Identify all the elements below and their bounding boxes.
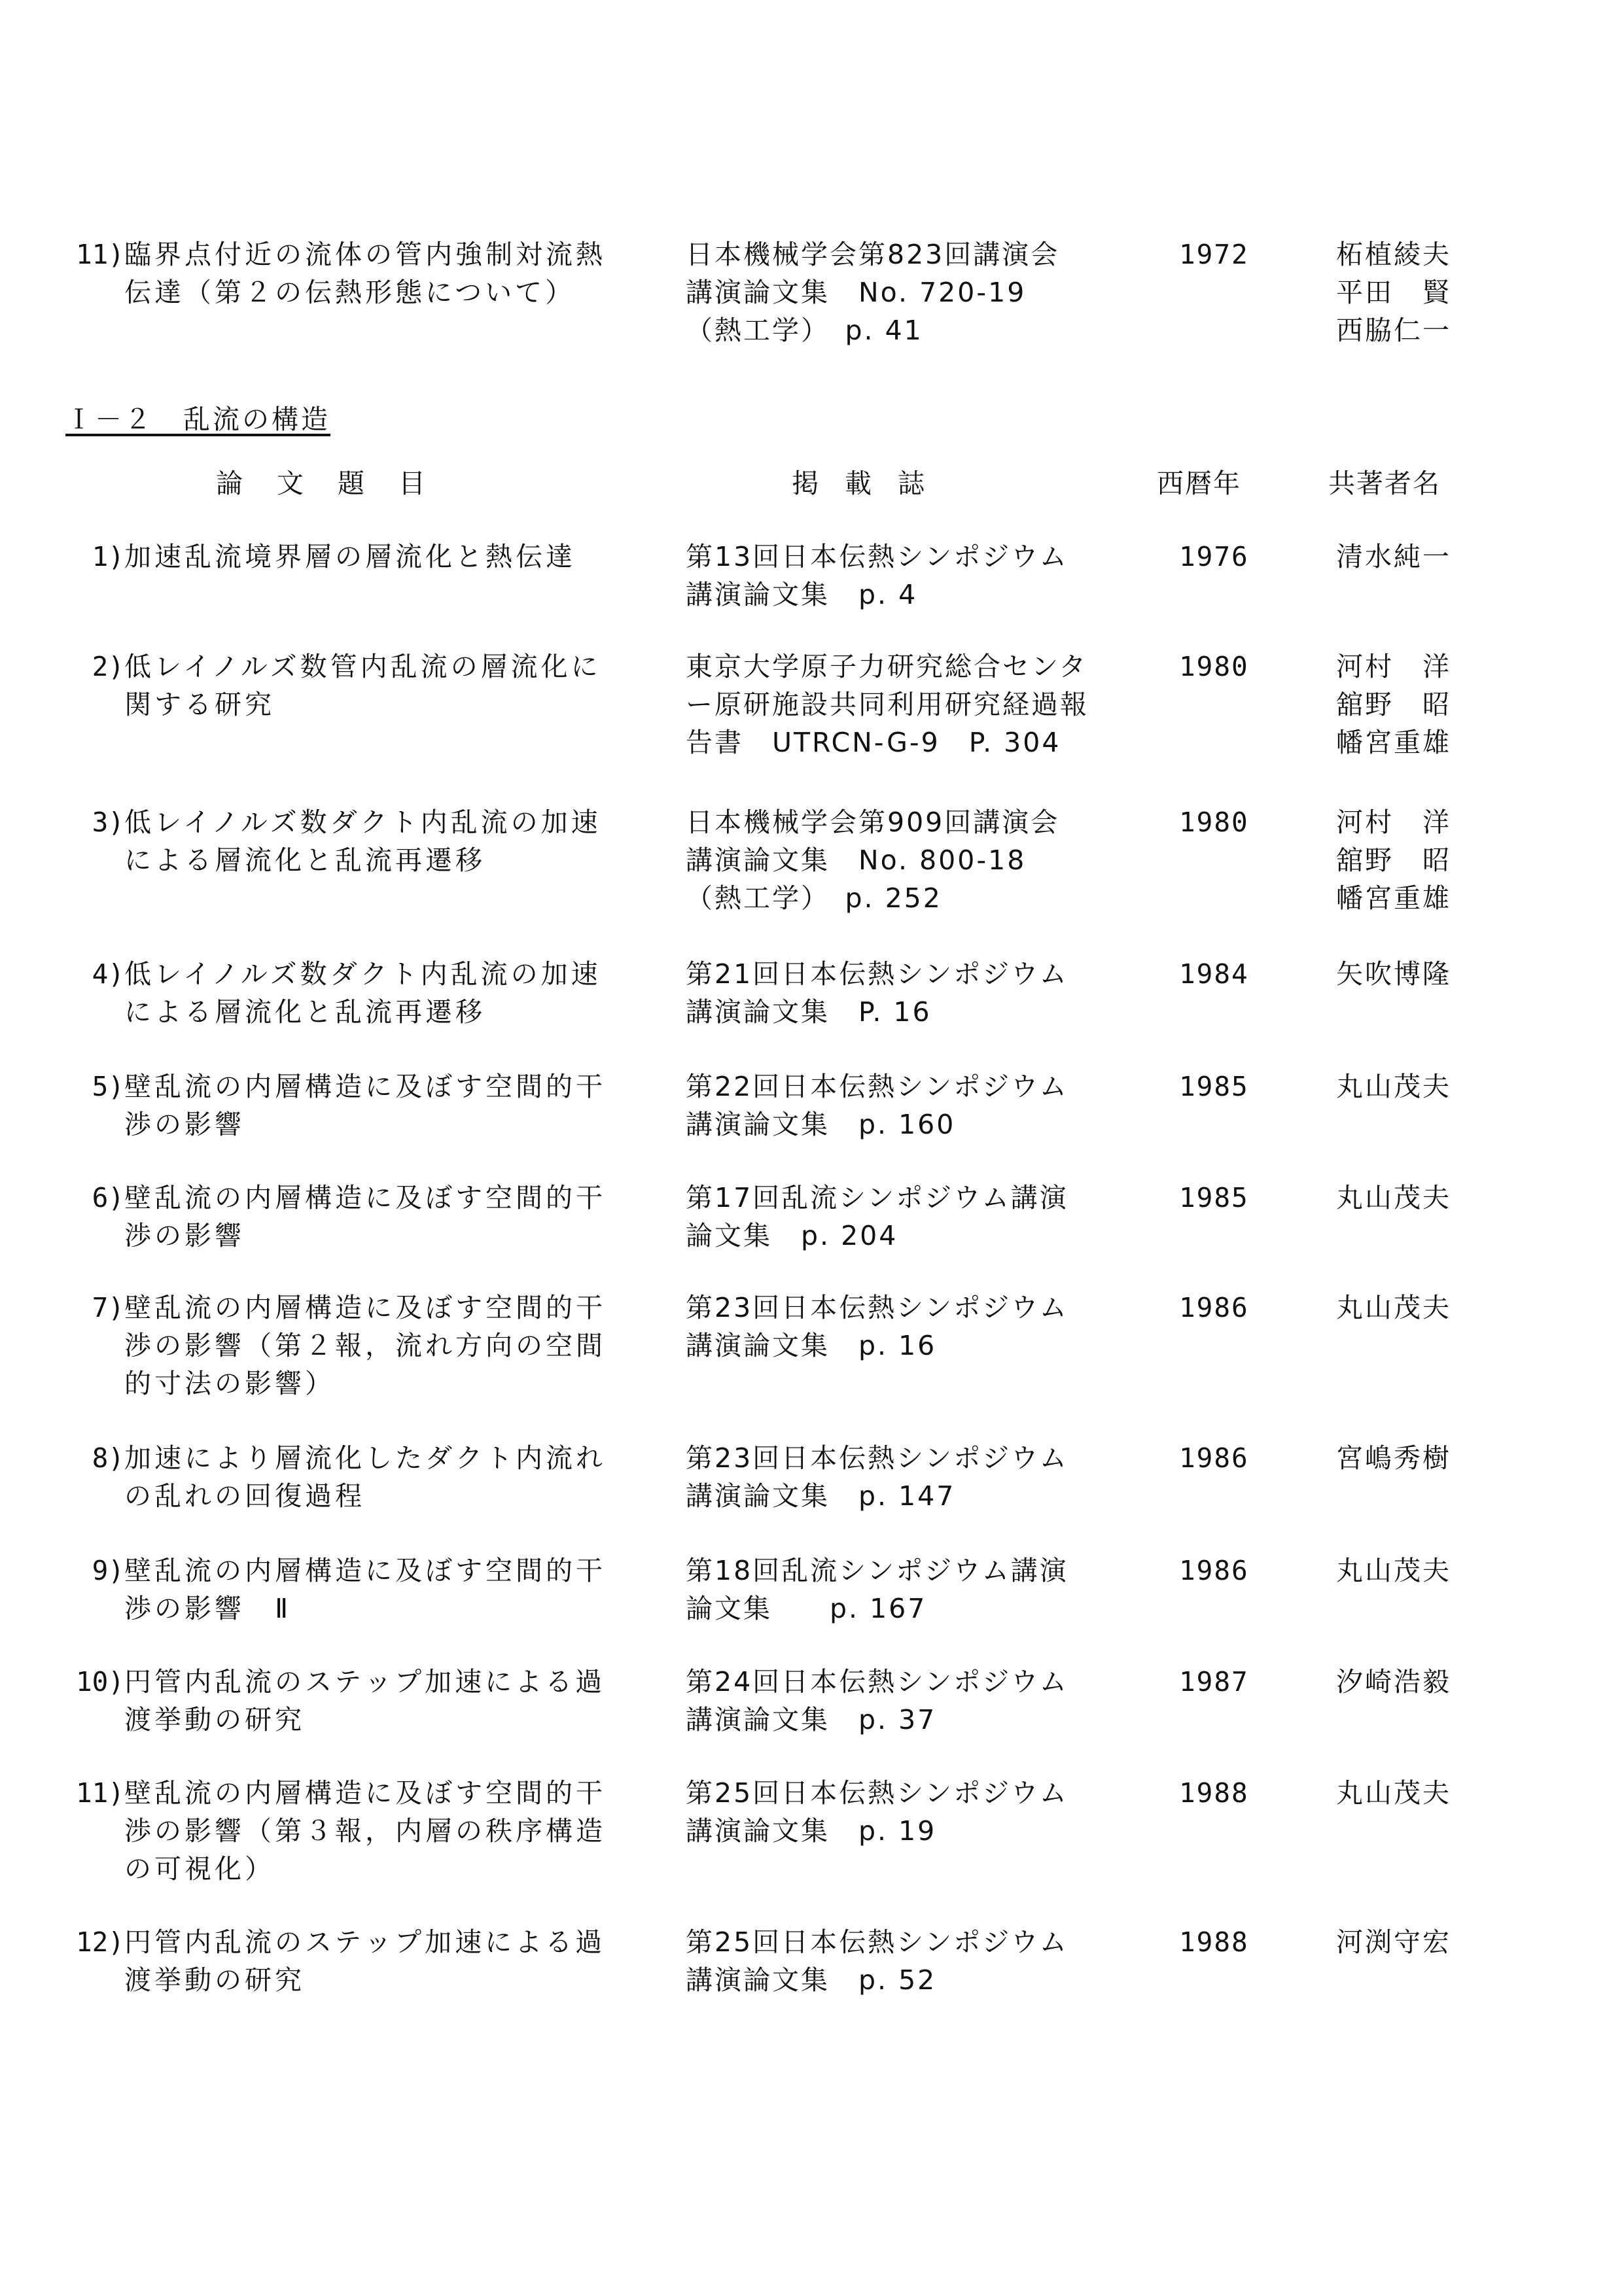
journal-line: 日本機械学会第823回講演会 bbox=[686, 239, 1060, 270]
entry-journal bbox=[686, 1923, 1068, 1999]
title-line: 壁乱流の内層構造に及ぼす空間的干 bbox=[124, 1071, 606, 1102]
title-line: 渡挙動の研究 bbox=[124, 1704, 305, 1735]
title-line: 関する研究 bbox=[124, 689, 275, 720]
title-line: 壁乱流の内層構造に及ぼす空間的干 bbox=[124, 1555, 606, 1586]
entry-year: 1980 bbox=[1179, 651, 1249, 682]
title-line: 円管内乱流のステップ加速による過 bbox=[124, 1926, 606, 1958]
journal-line: 第23回日本伝熱シンポジウム bbox=[686, 1442, 1068, 1474]
entry-title bbox=[124, 538, 576, 576]
entry-number: 5) bbox=[92, 1071, 124, 1102]
entry-year: 1988 bbox=[1179, 1777, 1249, 1809]
journal-line: （熱工学） p. 252 bbox=[686, 882, 942, 914]
entry-authors bbox=[1336, 955, 1451, 993]
title-line: 渉の影響（第３報，内層の秩序構造 bbox=[124, 1815, 606, 1847]
author-line: 舘野 昭 bbox=[1336, 689, 1451, 720]
entry-title bbox=[124, 235, 606, 311]
entry-authors bbox=[1336, 1663, 1451, 1701]
entry-year: 1976 bbox=[1179, 541, 1249, 572]
title-line: 臨界点付近の流体の管内強制対流熱 bbox=[124, 239, 606, 270]
entry-authors bbox=[1336, 648, 1451, 761]
author-line: 丸山茂夫 bbox=[1336, 1777, 1451, 1809]
entry-year: 1987 bbox=[1179, 1666, 1249, 1697]
journal-line: 第22回日本伝熱シンポジウム bbox=[686, 1071, 1068, 1102]
entry-title bbox=[124, 803, 601, 879]
entry-journal bbox=[686, 955, 1068, 1031]
entry-authors bbox=[1336, 1068, 1451, 1105]
entry-title bbox=[124, 648, 601, 723]
journal-line: 講演論文集 p. 4 bbox=[686, 579, 918, 610]
title-line: 的寸法の影響） bbox=[124, 1368, 335, 1399]
entry-number: 4) bbox=[92, 958, 124, 990]
entry-authors bbox=[1336, 1552, 1451, 1590]
journal-line: （熱工学） p. 41 bbox=[686, 315, 923, 346]
entry-title bbox=[124, 1289, 606, 1402]
entry-journal bbox=[686, 1552, 1068, 1627]
journal-line: 講演論文集 p. 147 bbox=[686, 1480, 956, 1512]
entry-authors bbox=[1336, 803, 1451, 917]
entry-year: 1986 bbox=[1179, 1442, 1249, 1474]
entry-number: 7) bbox=[92, 1292, 124, 1323]
author-line: 汐崎浩毅 bbox=[1336, 1666, 1451, 1697]
column-header-journal: 掲載誌 bbox=[792, 468, 951, 499]
entry-title bbox=[124, 1439, 606, 1515]
entry-number: 3) bbox=[92, 807, 124, 838]
title-line: 伝達（第２の伝熱形態について） bbox=[124, 277, 576, 308]
entry-journal bbox=[686, 1289, 1068, 1365]
author-line: 河渕守宏 bbox=[1336, 1926, 1451, 1958]
title-line: による層流化と乱流再遷移 bbox=[124, 996, 485, 1028]
entry-journal bbox=[686, 538, 1068, 614]
journal-line: 第18回乱流シンポジウム講演 bbox=[686, 1555, 1068, 1586]
author-line: 清水純一 bbox=[1336, 541, 1451, 572]
column-header-title: 論文題目 bbox=[216, 468, 459, 499]
author-line: 河村 洋 bbox=[1336, 651, 1451, 682]
entry-year: 1985 bbox=[1179, 1182, 1249, 1213]
entry-year: 1988 bbox=[1179, 1926, 1249, 1958]
entry-title bbox=[124, 1068, 606, 1143]
entry-title bbox=[124, 955, 601, 1031]
journal-line: 講演論文集 p. 19 bbox=[686, 1815, 937, 1847]
journal-line: 第17回乱流シンポジウム講演 bbox=[686, 1182, 1068, 1213]
title-line: 低レイノルズ数ダクト内乱流の加速 bbox=[124, 807, 601, 838]
section-heading: Ｉ－２ 乱流の構造 bbox=[65, 404, 330, 435]
author-line: 丸山茂夫 bbox=[1336, 1555, 1451, 1586]
entry-year: 1986 bbox=[1179, 1292, 1249, 1323]
title-line: の乱れの回復過程 bbox=[124, 1480, 365, 1512]
entry-year: 1980 bbox=[1179, 807, 1249, 838]
title-line: 低レイノルズ数ダクト内乱流の加速 bbox=[124, 958, 601, 990]
title-line: 円管内乱流のステップ加速による過 bbox=[124, 1666, 606, 1697]
entry-authors bbox=[1336, 235, 1451, 349]
journal-line: 日本機械学会第909回講演会 bbox=[686, 807, 1060, 838]
entry-authors bbox=[1336, 1923, 1451, 1961]
journal-line: 講演論文集 No. 720-19 bbox=[686, 277, 1027, 308]
title-line: 壁乱流の内層構造に及ぼす空間的干 bbox=[124, 1292, 606, 1323]
author-line: 平田 賢 bbox=[1336, 277, 1451, 308]
journal-line: 告書 UTRCN-G-9 P. 304 bbox=[686, 727, 1061, 758]
entry-authors bbox=[1336, 1289, 1451, 1327]
title-line: 渡挙動の研究 bbox=[124, 1964, 305, 1996]
author-line: 柘植綾夫 bbox=[1336, 239, 1451, 270]
journal-line: ー原研施設共同利用研究経過報 bbox=[686, 689, 1089, 720]
title-line: 加速により層流化したダクト内流れ bbox=[124, 1442, 606, 1474]
entry-title bbox=[124, 1923, 605, 1999]
entry-number: 11) bbox=[75, 1777, 124, 1809]
entry-number: 9) bbox=[92, 1555, 124, 1586]
author-line: 丸山茂夫 bbox=[1336, 1071, 1451, 1102]
entry-journal bbox=[686, 648, 1089, 761]
title-line: 渉の影響 bbox=[124, 1220, 245, 1251]
title-line: 低レイノルズ数管内乱流の層流化に bbox=[124, 651, 601, 682]
journal-line: 講演論文集 p. 52 bbox=[686, 1964, 937, 1996]
author-line: 丸山茂夫 bbox=[1336, 1292, 1451, 1323]
author-line: 西脇仁一 bbox=[1336, 315, 1451, 346]
journal-line: 東京大学原子力研究総合センタ bbox=[686, 651, 1088, 682]
title-line: 渉の影響 bbox=[124, 1109, 245, 1140]
author-line: 丸山茂夫 bbox=[1336, 1182, 1451, 1213]
title-line: 加速乱流境界層の層流化と熱伝達 bbox=[124, 541, 576, 572]
author-line: 幡宮重雄 bbox=[1336, 882, 1451, 914]
entry-authors bbox=[1336, 1774, 1451, 1812]
journal-line: 講演論文集 No. 800-18 bbox=[686, 844, 1027, 876]
entry-number: 10) bbox=[75, 1666, 124, 1697]
entry-journal bbox=[686, 803, 1059, 917]
journal-line: 第24回日本伝熱シンポジウム bbox=[686, 1666, 1068, 1697]
entry-title bbox=[124, 1179, 606, 1255]
entry-authors bbox=[1336, 1439, 1451, 1477]
title-line: 壁乱流の内層構造に及ぼす空間的干 bbox=[124, 1777, 606, 1809]
entry-year: 1984 bbox=[1179, 958, 1249, 990]
title-line: 壁乱流の内層構造に及ぼす空間的干 bbox=[124, 1182, 606, 1213]
entry-number: 6) bbox=[92, 1182, 124, 1213]
entry-number: 11) bbox=[75, 239, 124, 270]
author-line: 河村 洋 bbox=[1336, 807, 1451, 838]
entry-title bbox=[124, 1552, 606, 1627]
entry-authors bbox=[1336, 538, 1451, 576]
entry-journal bbox=[686, 235, 1059, 349]
author-line: 舘野 昭 bbox=[1336, 844, 1451, 876]
journal-line: 第25回日本伝熱シンポジウム bbox=[686, 1926, 1068, 1958]
entry-journal bbox=[686, 1774, 1068, 1850]
entry-number: 2) bbox=[92, 651, 124, 682]
author-line: 矢吹博隆 bbox=[1336, 958, 1451, 990]
entry-year: 1972 bbox=[1179, 239, 1249, 270]
journal-line: 第25回日本伝熱シンポジウム bbox=[686, 1777, 1068, 1809]
title-line: による層流化と乱流再遷移 bbox=[124, 844, 485, 876]
journal-line: 第21回日本伝熱シンポジウム bbox=[686, 958, 1068, 990]
entry-number: 1) bbox=[92, 541, 124, 572]
entry-number: 12) bbox=[75, 1926, 124, 1958]
journal-line: 講演論文集 p. 160 bbox=[686, 1109, 956, 1140]
author-line: 宮嶋秀樹 bbox=[1336, 1442, 1451, 1474]
entry-title bbox=[124, 1663, 605, 1739]
entry-journal bbox=[686, 1439, 1068, 1515]
journal-line: 第23回日本伝熱シンポジウム bbox=[686, 1292, 1068, 1323]
entry-authors bbox=[1336, 1179, 1451, 1217]
title-line: 渉の影響 Ⅱ bbox=[124, 1593, 292, 1624]
author-line: 幡宮重雄 bbox=[1336, 727, 1451, 758]
column-header-authors: 共著者名 bbox=[1328, 468, 1441, 499]
journal-line: 講演論文集 p. 16 bbox=[686, 1330, 937, 1361]
entry-year: 1985 bbox=[1179, 1071, 1249, 1102]
entry-number: 8) bbox=[92, 1442, 124, 1474]
journal-line: 第13回日本伝熱シンポジウム bbox=[686, 541, 1068, 572]
entry-journal bbox=[686, 1068, 1068, 1143]
journal-line: 論文集 p. 167 bbox=[686, 1593, 927, 1624]
journal-line: 論文集 p. 204 bbox=[686, 1220, 898, 1251]
journal-line: 講演論文集 P. 16 bbox=[686, 996, 932, 1028]
entry-year: 1986 bbox=[1179, 1555, 1249, 1586]
journal-line: 講演論文集 p. 37 bbox=[686, 1704, 937, 1735]
entry-title bbox=[124, 1774, 606, 1888]
column-header-year: 西暦年 bbox=[1157, 468, 1241, 499]
entry-journal bbox=[686, 1663, 1068, 1739]
title-line: 渉の影響（第２報，流れ方向の空間 bbox=[124, 1330, 606, 1361]
title-line: の可視化） bbox=[124, 1853, 275, 1885]
entry-journal bbox=[686, 1179, 1068, 1255]
